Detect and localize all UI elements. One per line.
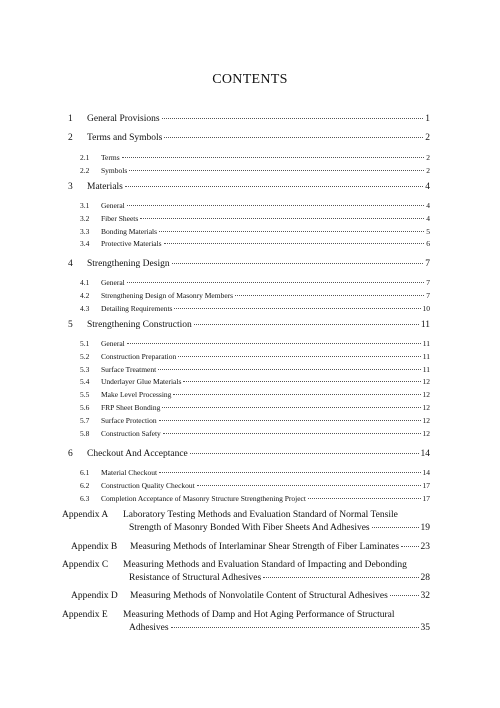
dot-leader <box>308 498 421 499</box>
entry-title: General <box>101 278 125 287</box>
toc-section-entry[interactable] <box>80 239 430 248</box>
toc-chapter-entry[interactable] <box>68 182 430 192</box>
toc-section-entry[interactable] <box>80 339 430 348</box>
appendix-label[interactable]: Appendix E <box>62 610 108 620</box>
dot-leader <box>140 218 424 219</box>
entry-title: Make Level Processing <box>101 390 172 400</box>
appendix-title-line2: Resistance of Structural Adhesives <box>129 573 262 583</box>
appendix-label[interactable]: Appendix B <box>71 542 118 552</box>
appendix-title: Measuring Methods of Nonvolatile Content of Structural Adhesives <box>130 591 388 601</box>
entry-number: 5.8 <box>80 428 90 438</box>
toc-appendix-entry[interactable] <box>130 591 430 601</box>
toc-section-entry[interactable] <box>80 166 430 175</box>
dot-leader <box>164 243 425 244</box>
entry-number: 4.3 <box>80 303 90 313</box>
toc-section-entry[interactable] <box>80 278 430 287</box>
page-number: 12 <box>422 390 430 400</box>
dot-leader <box>390 595 419 596</box>
toc-section-entry[interactable] <box>80 403 430 412</box>
entry-title: FRP Sheet Bonding <box>101 403 161 412</box>
dot-leader <box>127 282 425 283</box>
dot-leader <box>190 453 419 454</box>
dot-leader <box>164 137 423 138</box>
page-number: 4 <box>426 201 430 210</box>
dot-leader <box>372 527 419 528</box>
entry-title: Construction Quality Checkout <box>101 480 195 490</box>
toc-appendix-entry[interactable] <box>130 542 430 552</box>
appendix-title-line2: Strength of Masonry Bonded With Fiber Sheets And Adhesives <box>129 523 370 533</box>
entry-title: Detailing Requirements <box>101 303 173 313</box>
dot-leader <box>183 381 420 382</box>
dot-leader <box>129 170 424 171</box>
dot-leader <box>163 433 421 434</box>
page-number: 11 <box>422 364 430 374</box>
toc-section-entry[interactable] <box>80 214 430 223</box>
entry-title: Material Checkout <box>101 468 158 477</box>
dot-leader <box>125 186 423 187</box>
page-number: 12 <box>422 403 430 412</box>
page-number: 12 <box>422 428 430 438</box>
entry-title: General <box>101 201 125 210</box>
entry-number: 3.1 <box>80 201 90 210</box>
entry-title: Protective Materials <box>101 239 162 249</box>
page-number: 28 <box>420 573 430 583</box>
entry-number: 2.1 <box>80 153 90 162</box>
dot-leader <box>263 577 418 578</box>
page-number: 19 <box>420 523 430 533</box>
page-number: 23 <box>420 542 430 552</box>
dot-leader <box>158 369 421 370</box>
toc-section-entry[interactable] <box>80 291 430 300</box>
page-number: 11 <box>422 339 430 348</box>
entry-number: 5.4 <box>80 377 90 387</box>
page-number: 14 <box>422 468 430 477</box>
toc-appendix-entry[interactable] <box>129 573 430 583</box>
dot-leader <box>159 472 420 473</box>
dot-leader <box>162 407 420 408</box>
toc-section-entry[interactable] <box>80 416 430 425</box>
toc-section-entry[interactable] <box>80 153 430 162</box>
toc-chapter-entry[interactable] <box>68 320 430 330</box>
dot-leader <box>159 420 421 421</box>
entry-title: Symbols <box>101 165 128 175</box>
appendix-label[interactable]: Appendix A <box>62 510 109 520</box>
dot-leader <box>235 295 424 296</box>
page-number: 14 <box>420 449 430 459</box>
entry-number: 5.2 <box>80 351 90 361</box>
entry-title: Terms <box>101 153 120 162</box>
entry-number: 6 <box>68 449 73 459</box>
entry-number: 3.4 <box>80 239 90 249</box>
page-number: 11 <box>420 320 430 330</box>
entry-number: 3 <box>68 182 73 192</box>
dot-leader <box>127 205 425 206</box>
toc-section-entry[interactable] <box>80 429 430 438</box>
dot-leader <box>178 356 421 357</box>
entry-number: 3.3 <box>80 226 90 236</box>
entry-number: 4 <box>68 259 73 269</box>
dot-leader <box>171 627 419 628</box>
dot-leader <box>159 231 424 232</box>
dot-leader <box>401 546 418 547</box>
page-number: 7 <box>426 290 430 300</box>
entry-title: General Provisions <box>87 114 160 124</box>
entry-title: Strengthening Design of Masonry Members <box>101 290 234 300</box>
entry-title: Construction Safety <box>101 428 161 438</box>
toc-section-entry[interactable] <box>80 390 430 399</box>
entry-number: 5 <box>68 320 73 330</box>
toc-chapter-entry[interactable] <box>68 449 430 459</box>
appendix-label[interactable]: Appendix D <box>71 591 118 601</box>
page-number: 2 <box>426 153 430 162</box>
toc-appendix-entry[interactable] <box>129 623 430 633</box>
entry-number: 4.1 <box>80 278 90 287</box>
entry-title: Terms and Symbols <box>87 133 163 143</box>
toc-section-entry[interactable] <box>80 352 430 361</box>
page-number: 32 <box>420 591 430 601</box>
toc-chapter-entry[interactable] <box>68 259 430 269</box>
entry-number: 5.6 <box>80 403 90 412</box>
entry-number: 6.2 <box>80 480 90 490</box>
dot-leader <box>127 343 421 344</box>
toc-section-entry[interactable] <box>80 365 430 374</box>
toc-section-entry[interactable] <box>80 481 430 490</box>
appendix-title-line1: Measuring Methods and Evaluation Standard of Impacting and Debonding <box>123 560 407 570</box>
page-number: 1 <box>425 114 430 124</box>
entry-number: 2.2 <box>80 165 90 175</box>
entry-title: Strengthening Construction <box>87 320 192 330</box>
dot-leader <box>194 324 419 325</box>
dot-leader <box>172 263 424 264</box>
entry-title: Surface Treatment <box>101 364 157 374</box>
entry-title: General <box>101 339 125 348</box>
dot-leader <box>173 394 420 395</box>
page-number: 6 <box>426 239 430 249</box>
entry-number: 2 <box>68 133 73 143</box>
entry-number: 3.2 <box>80 213 90 223</box>
entry-number: 4.2 <box>80 290 90 300</box>
toc-appendix-entry[interactable] <box>129 523 430 533</box>
entry-title: Construction Preparation <box>101 351 177 361</box>
toc-section-entry[interactable] <box>80 201 430 210</box>
entry-number: 5.3 <box>80 364 90 374</box>
entry-number: 1 <box>68 114 73 124</box>
toc-chapter-entry[interactable] <box>68 114 430 124</box>
page-number: 11 <box>422 351 430 361</box>
page-number: 2 <box>426 165 430 175</box>
appendix-title-line2: Adhesives <box>129 623 169 633</box>
page-number: 4 <box>426 213 430 223</box>
page-number: 7 <box>425 259 430 269</box>
page-title: CONTENTS <box>212 72 288 87</box>
page-number: 7 <box>426 278 430 287</box>
entry-number: 6.1 <box>80 468 90 477</box>
entry-number: 5.1 <box>80 339 90 348</box>
page-number: 17 <box>422 480 430 490</box>
entry-title: Materials <box>87 182 123 192</box>
page-number: 35 <box>420 623 430 633</box>
page-number: 12 <box>422 415 430 425</box>
appendix-title-line1: Measuring Methods of Damp and Hot Aging Performance of Structural <box>123 610 395 620</box>
entry-title: Fiber Sheets <box>101 213 139 223</box>
entry-number: 5.5 <box>80 390 90 400</box>
entry-title: Underlayer Glue Materials <box>101 377 182 387</box>
page-number: 17 <box>422 493 430 503</box>
dot-leader <box>162 118 424 119</box>
dot-leader <box>122 157 425 158</box>
entry-number: 5.7 <box>80 415 90 425</box>
appendix-label[interactable]: Appendix C <box>62 560 109 570</box>
entry-title: Checkout And Acceptance <box>87 449 188 459</box>
page-number: 12 <box>422 377 430 387</box>
appendix-title: Measuring Methods of Interlaminar Shear Strength of Fiber Laminates <box>130 542 400 552</box>
page-number: 10 <box>422 303 430 313</box>
toc-section-entry[interactable] <box>80 468 430 477</box>
page-number: 2 <box>425 133 430 143</box>
dot-leader <box>197 485 421 486</box>
toc-section-entry[interactable] <box>80 227 430 236</box>
toc-section-entry[interactable] <box>80 377 430 386</box>
appendix-title-line1: Laboratory Testing Methods and Evaluation Standard of Normal Tensile <box>123 510 398 520</box>
page-number: 4 <box>425 182 430 192</box>
entry-title: Bonding Materials <box>101 226 158 236</box>
toc-section-entry[interactable] <box>80 304 430 313</box>
toc-section-entry[interactable] <box>80 494 430 503</box>
toc-chapter-entry[interactable] <box>68 133 430 143</box>
dot-leader <box>174 308 420 309</box>
page-number: 5 <box>426 226 430 236</box>
entry-title: Completion Acceptance of Masonry Structure Strengthening Project <box>101 493 306 503</box>
entry-title: Surface Protection <box>101 415 157 425</box>
entry-title: Strengthening Design <box>87 259 170 269</box>
entry-number: 6.3 <box>80 493 90 503</box>
